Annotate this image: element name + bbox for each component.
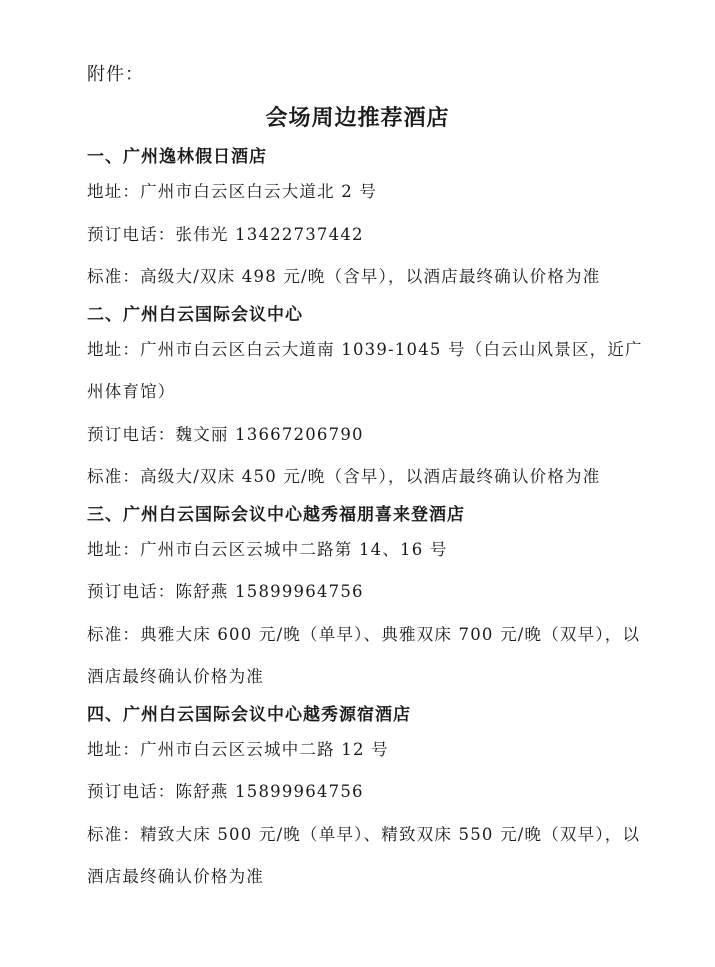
hotel-heading: 一、广州逸林假日酒店 [87, 147, 267, 167]
hotel-rate: 标准：高级大/双床 450 元/晚（含早），以酒店最终确认价格为准 [87, 467, 601, 486]
hotel-entry-4 [87, 701, 647, 899]
hotel-heading: 四、广州白云国际会议中心越秀源宿酒店 [87, 704, 411, 725]
hotel-phone: 预订电话：陈舒燕 15899964756 [87, 582, 364, 601]
page-title: 会场周边推荐酒店 [265, 105, 450, 131]
hotel-address: 地址：广州市白云区云城中二路第 14、16 号 [87, 539, 448, 559]
hotel-heading: 二、广州白云国际会议中心 [87, 304, 303, 325]
hotel-phone: 预订电话：陈舒燕 15899964756 [87, 782, 364, 801]
hotel-list [87, 143, 647, 899]
hotel-address: 地址：广州市白云区云城中二路 12 号 [87, 739, 389, 759]
hotel-rate: 标准：典雅大床 600 元/晚（单早）、典雅双床 700 元/晚（双早），以酒店最终确认价格为准 [87, 624, 641, 686]
hotel-entry-1 [87, 143, 647, 299]
hotel-rate: 标准：高级大/双床 498 元/晚（含早），以酒店最终确认价格为准 [87, 267, 601, 286]
hotel-rate: 标准：精致大床 500 元/晚（单早）、精致双床 550 元/晚（双早），以酒店最终确认价格为准 [87, 824, 641, 886]
hotel-entry-2 [87, 301, 647, 499]
hotel-heading: 三、广州白云国际会议中心越秀福朋喜来登酒店 [87, 504, 465, 525]
attachment-label: 附件： [87, 64, 144, 85]
hotel-entry-3 [87, 501, 647, 699]
hotel-address: 地址：广州市白云区白云大道南 1039-1045 号（白云山风景区，近广州体育馆） [87, 339, 643, 401]
hotel-phone: 预订电话：魏文丽 13667206790 [87, 424, 364, 444]
hotel-address: 地址：广州市白云区白云大道北 2 号 [87, 182, 378, 201]
hotel-phone: 预订电话：张伟光 13422737442 [87, 224, 364, 244]
